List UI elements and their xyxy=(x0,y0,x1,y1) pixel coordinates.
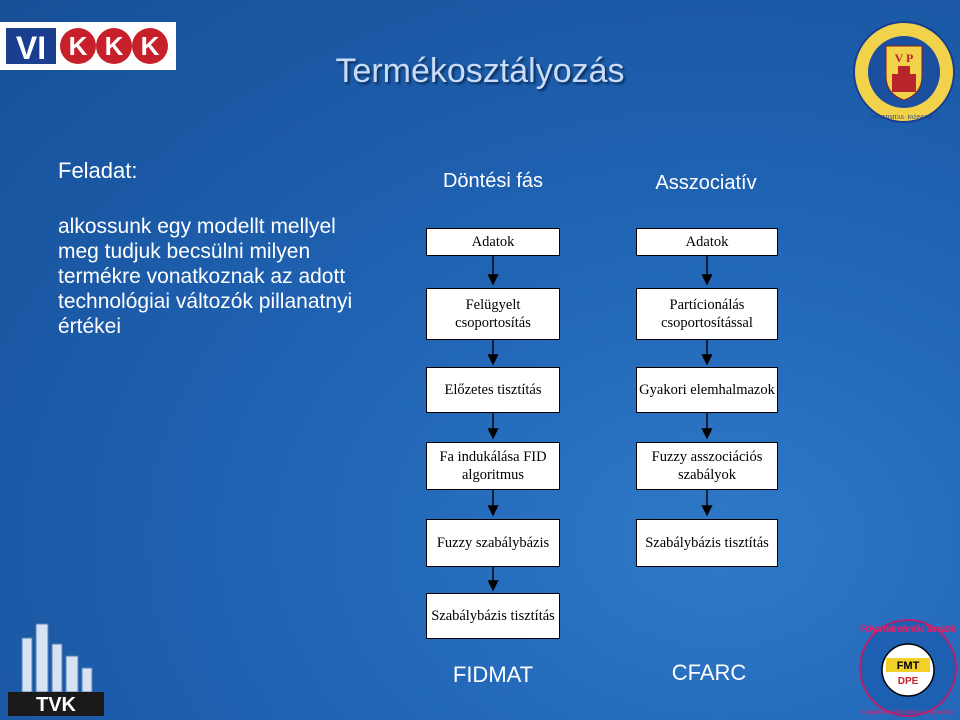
department-logo xyxy=(842,598,960,720)
svg-text:UNIVERSITAS · PANNONICA: UNIVERSITAS · PANNONICA xyxy=(869,115,939,121)
svg-text:DPE: DPE xyxy=(897,676,919,687)
as-step-frequent-itemsets: Gyakori elemhalmazok xyxy=(636,367,778,413)
svg-text:Folyamatmérnöki Tanszék: Folyamatmérnöki Tanszék xyxy=(860,624,956,635)
page-title: Termékosztályozás xyxy=(335,52,625,90)
svg-text:FMT: FMT xyxy=(896,660,920,672)
associative-heading: Asszociatív xyxy=(655,172,757,194)
task-heading: Feladat: xyxy=(58,158,138,183)
tvk-logo xyxy=(0,618,110,720)
as-step-fuzzy-association-rules: Fuzzy asszociációs szabályok xyxy=(636,442,778,490)
svg-text:V P: V P xyxy=(894,51,914,65)
decision-tree-heading: Döntési fás xyxy=(442,170,544,192)
dt-step-data: Adatok xyxy=(426,228,560,256)
dt-step-pre-cleaning: Előzetes tisztítás xyxy=(426,367,560,413)
dt-step-fuzzy-rulebase: Fuzzy szabálybázis xyxy=(426,519,560,567)
method-cfarc: CFARC xyxy=(671,660,747,685)
as-step-rulebase-cleaning: Szabálybázis tisztítás xyxy=(636,519,778,567)
university-crest-logo xyxy=(850,20,958,124)
method-fidmat: FIDMAT xyxy=(452,662,534,687)
dt-step-rulebase-cleaning: Szabálybázis tisztítás xyxy=(426,593,560,639)
svg-text:Department of Process Engineer: Department of Process Engineering xyxy=(862,710,954,716)
svg-text:K: K xyxy=(104,31,124,61)
svg-text:K: K xyxy=(68,31,88,61)
task-description: alkossunk egy modellt mellyel meg tudjuk becsülni milyen termékre vonatkoznak az adott technológiai változók pillanatnyi értékei xyxy=(58,215,353,338)
as-step-data: Adatok xyxy=(636,228,778,256)
svg-text:VI: VI xyxy=(15,30,47,66)
svg-text:TVK: TVK xyxy=(36,694,76,716)
dt-step-supervised-clustering: Felügyelt csoportosítás xyxy=(426,288,560,340)
svg-text:K: K xyxy=(140,31,160,61)
dt-step-tree-induction: Fa indukálása FID algoritmus xyxy=(426,442,560,490)
as-step-partitioning: Partícionálás csoportosítással xyxy=(636,288,778,340)
